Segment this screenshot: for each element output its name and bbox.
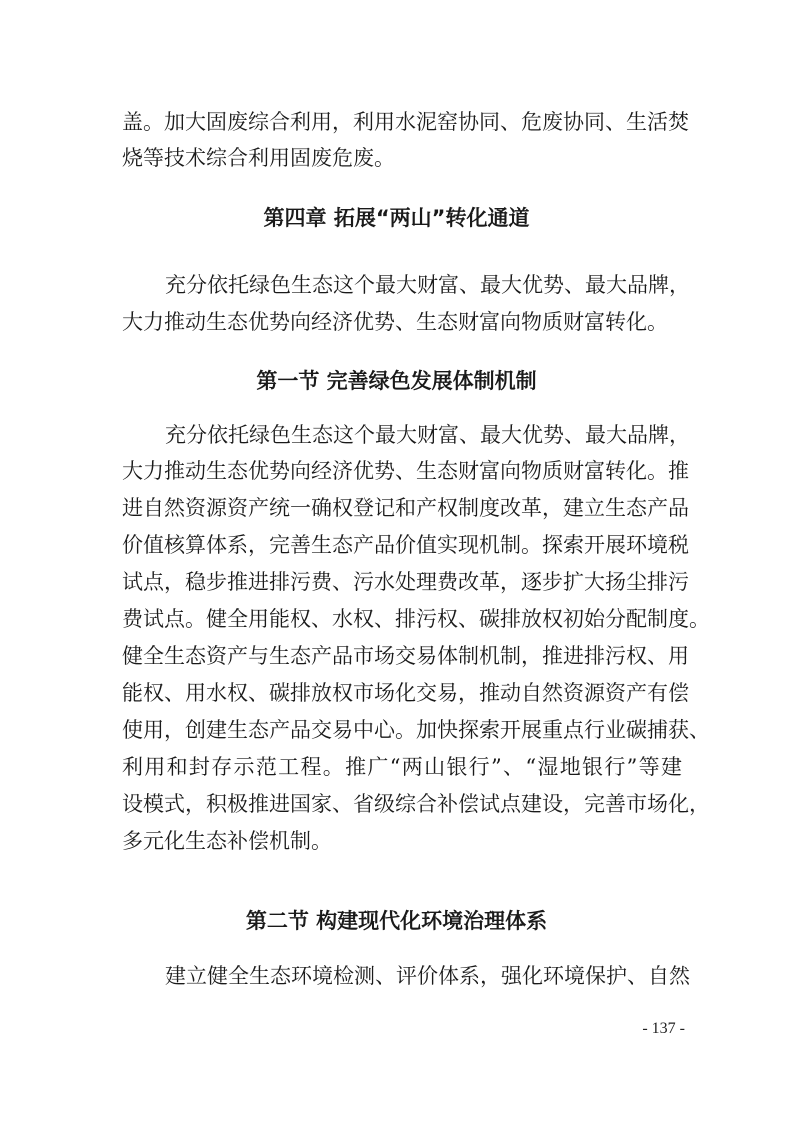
chapter-heading: 第四章 拓展“两山”转化通道 <box>263 206 530 230</box>
section-1-line-11: 设模式，积极推进国家、省级综合补偿试点建设，完善市场化， <box>122 792 710 816</box>
section-1-line-9: 使用，创建生态产品交易中心。加快探索开展重点行业碳捕获、 <box>122 718 710 742</box>
section-1-line-2: 大力推动生态优势向经济优势、生态财富向物质财富转化。推 <box>122 459 689 483</box>
section-2-heading: 第二节 构建现代化环境治理体系 <box>245 909 548 933</box>
intro-line-2: 烧等技术综合利用固废危废。 <box>122 146 395 170</box>
section-1-line-12: 多元化生态补偿机制。 <box>122 829 332 853</box>
chapter-paragraph-line-1: 充分依托绿色生态这个最大财富、最大优势、最大品牌， <box>165 273 690 297</box>
section-1-line-4: 价值核算体系，完善生态产品价值实现机制。探索开展环境税 <box>122 533 689 557</box>
section-1-line-5: 试点，稳步推进排污费、污水处理费改革，逐步扩大扬尘排污 <box>122 570 689 594</box>
section-2-line-1: 建立健全生态环境检测、评价体系，强化环境保护、自然 <box>165 964 690 988</box>
section-1-heading: 第一节 完善绿色发展体制机制 <box>256 369 537 393</box>
chapter-paragraph-line-2: 大力推动生态优势向经济优势、生态财富向物质财富转化。 <box>122 310 668 334</box>
intro-line-1: 盖。加大固废综合利用，利用水泥窑协同、危废协同、生活焚 <box>122 110 689 134</box>
section-1-line-8: 能权、用水权、碳排放权市场化交易，推动自然资源资产有偿 <box>122 681 689 705</box>
section-1-line-3: 进自然资源资产统一确权登记和产权制度改革，建立生态产品 <box>122 496 689 520</box>
section-1-line-7: 健全生态资产与生态产品市场交易体制机制，推进排污权、用 <box>122 644 689 668</box>
section-1-line-1: 充分依托绿色生态这个最大财富、最大优势、最大品牌， <box>165 423 690 447</box>
section-1-line-10: 利用和封存示范工程。推广“两山银行”、“湿地银行”等建 <box>122 755 682 779</box>
section-1-line-6: 费试点。健全用能权、水权、排污权、碳排放权初始分配制度。 <box>122 607 710 631</box>
page-number: - 137 - <box>642 1020 685 1037</box>
